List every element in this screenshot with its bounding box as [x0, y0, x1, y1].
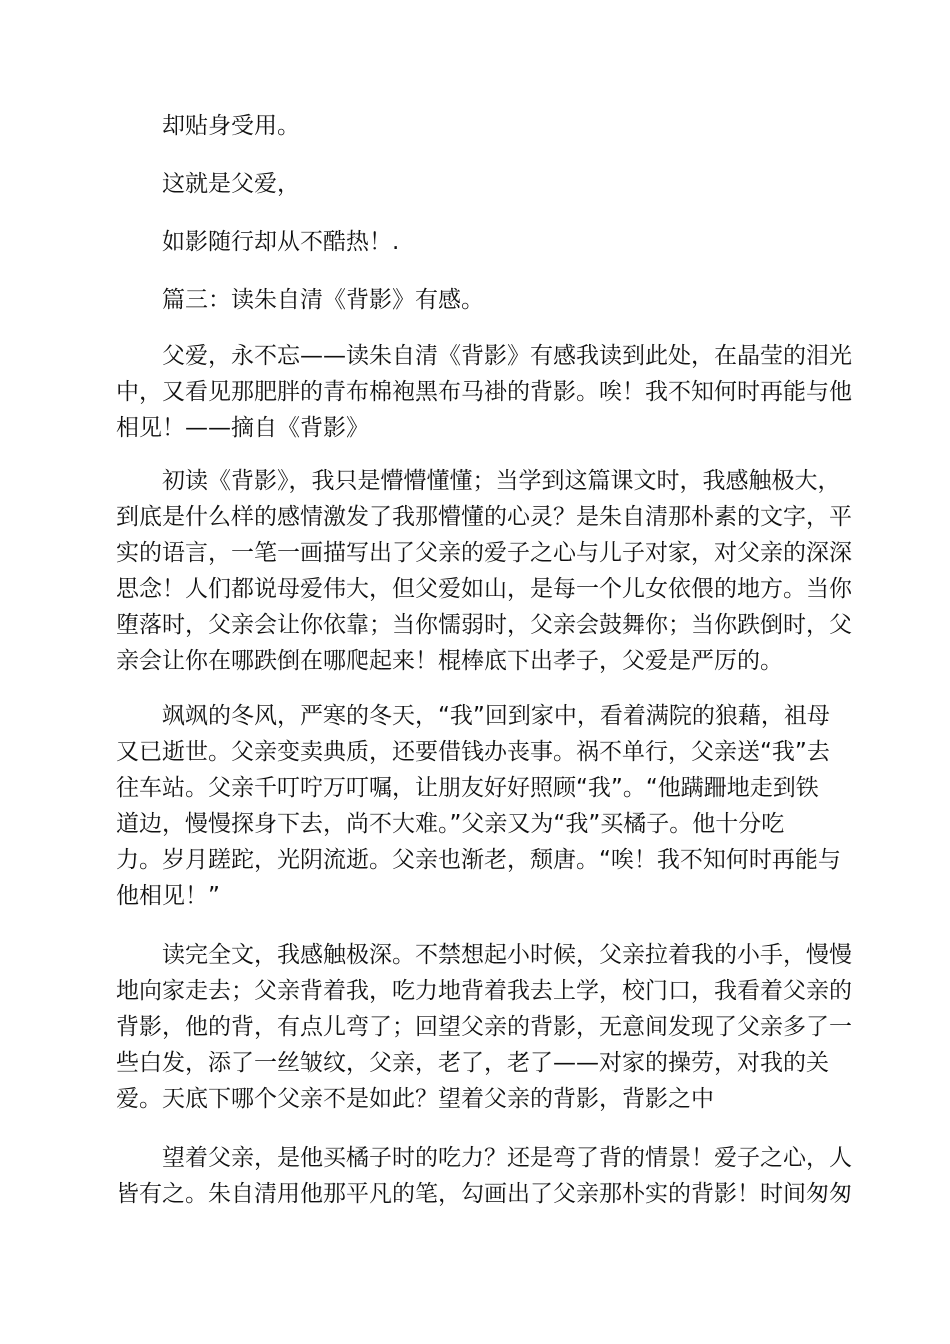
text-line: 读完全文，我感触极深。不禁想起小时候，父亲拉着我的小手，慢慢 — [162, 942, 852, 968]
text-line: 亲会让你在哪跌倒在哪爬起来！棍棒底下出孝子，父爱是严厉的。 — [116, 648, 783, 674]
text-line: 他相见！” — [116, 883, 220, 909]
text-line: 堕落时，父亲会让你依靠；当你懦弱时，父亲会鼓舞你；当你跌倒时，父 — [116, 612, 852, 638]
text-line: 力。岁月蹉跎，光阴流逝。父亲也渐老，颓唐。“唉！我不知何时再能与 — [116, 847, 841, 873]
text-line: 望着父亲，是他买橘子时的吃力？还是弯了背的情景！爱子之心，人 — [162, 1145, 852, 1171]
text-line: 却贴身受用。 — [162, 113, 300, 139]
text-line: 又已逝世。父亲变卖典质，还要借钱办丧事。祸不单行，父亲送“我”去 — [116, 739, 830, 765]
section-heading: 篇三：读朱自清《背影》有感。 — [162, 287, 484, 313]
text-line: 如影随行却从不酷热！. — [162, 229, 400, 255]
text-line: 往车站。父亲千叮咛万叮嘱，让朋友好好照顾“我”。“他蹒跚地走到铁 — [116, 775, 819, 801]
text-line: 皆有之。朱自清用他那平凡的笔，勾画出了父亲那朴实的背影！时间匆匆 — [116, 1181, 852, 1207]
text-line: 实的语言，一笔一画描写出了父亲的爱子之心与儿子对家，对父亲的深深 — [116, 540, 852, 566]
text-line: 到底是什么样的感情激发了我那懵懂的心灵？是朱自清那朴素的文字，平 — [116, 504, 852, 530]
text-line: 些白发，添了一丝皱纹，父亲，老了，老了——对家的操劳，对我的关 — [116, 1050, 829, 1076]
text-line: 道边，慢慢探身下去，尚不大难。”父亲又为“我”买橘子。他十分吃 — [116, 811, 785, 837]
text-line: 地向家走去；父亲背着我，吃力地背着我去上学，校门口，我看着父亲的 — [116, 978, 852, 1004]
text-line: 背影，他的背，有点儿弯了；回望父亲的背影，无意间发现了父亲多了一 — [116, 1014, 852, 1040]
text-line: 爱。天底下哪个父亲不是如此？望着父亲的背影，背影之中 — [116, 1086, 714, 1112]
text-line: 初读《背影》，我只是懵懵懂懂；当学到这篇课文时，我感触极大， — [162, 468, 841, 494]
text-line: 相见！——摘自《背影》 — [116, 415, 369, 441]
text-line: 中，又看见那肥胖的青布棉袍黑布马褂的背影。唉！我不知何时再能与他 — [116, 379, 852, 405]
text-line: 思念！人们都说母爱伟大，但父爱如山，是每一个儿女依偎的地方。当你 — [116, 576, 852, 602]
text-line: 这就是父爱， — [162, 171, 300, 197]
text-line: 飒飒的冬风，严寒的冬天，“我”回到家中，看着满院的狼藉，祖母 — [162, 703, 830, 729]
text-line: 父爱，永不忘——读朱自清《背影》有感我读到此处，在晶莹的泪光 — [162, 343, 852, 369]
